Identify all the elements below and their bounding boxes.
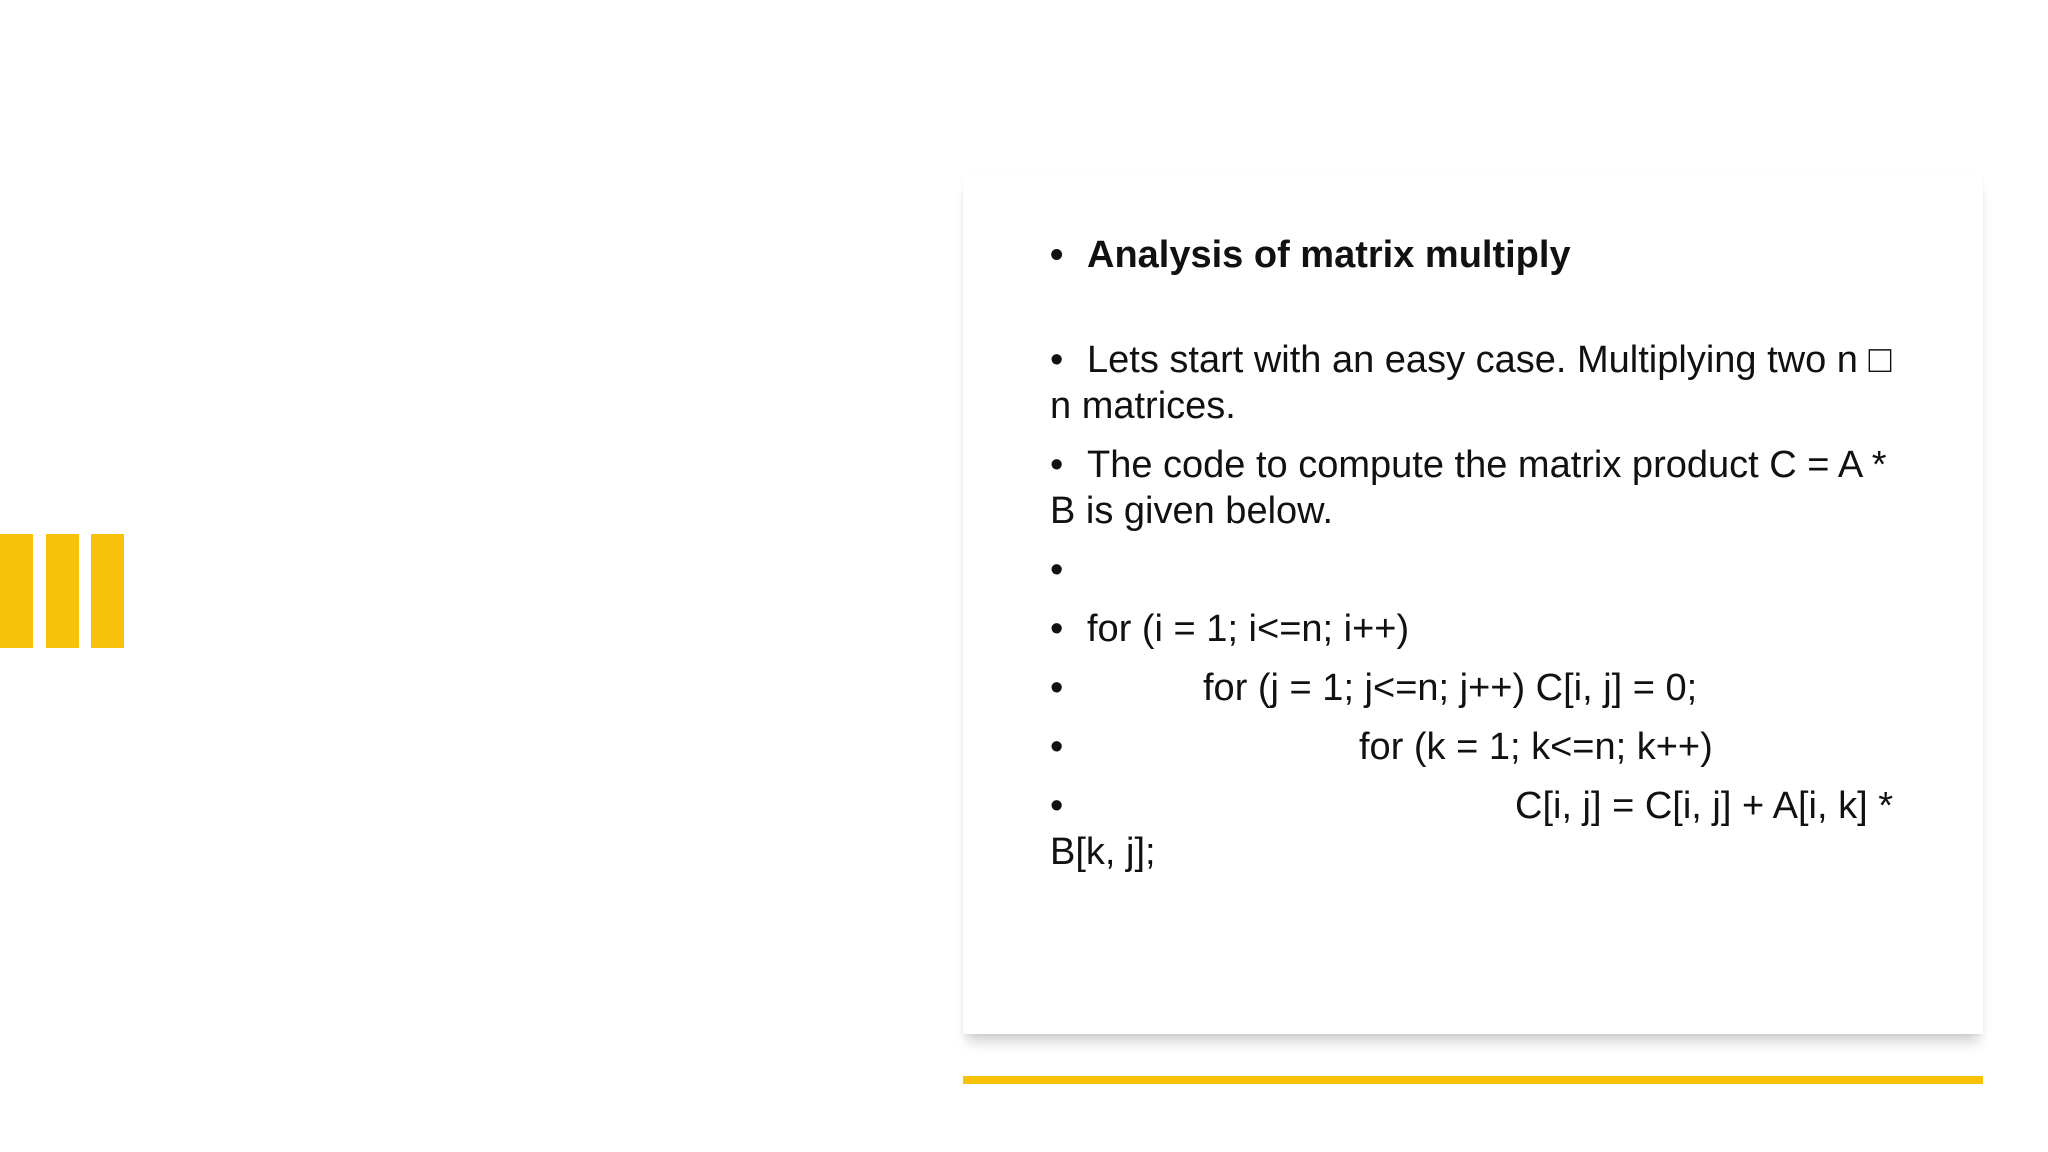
- code-line-middle-loop: [1050, 665, 1910, 711]
- accent-bar-3: [91, 534, 124, 648]
- bullet-item-easy-case: [1050, 337, 1910, 429]
- bullet-text: Lets start with an easy case. Multiplying two n □ n matrices.: [1050, 339, 1902, 427]
- code-line-body: [1050, 783, 1910, 875]
- bullet-icon: •: [1050, 234, 1064, 276]
- bullet-icon: •: [1050, 444, 1064, 486]
- code-text: C[i, j] = C[i, j] + A[i, k] * B[k, j];: [1050, 785, 1904, 873]
- bullet-icon: •: [1050, 608, 1064, 650]
- code-text: for (j = 1; j<=n; j++) C[i, j] = 0;: [1203, 667, 1698, 709]
- heading-text: Analysis of matrix multiply: [1087, 234, 1571, 276]
- slide-content: [1050, 232, 1910, 888]
- code-text: for (k = 1; k<=n; k++): [1359, 726, 1713, 768]
- bullet-icon: •: [1050, 785, 1064, 827]
- code-line-inner-loop: [1050, 724, 1910, 770]
- bullet-icon: •: [1050, 726, 1064, 768]
- accent-bar-2: [46, 534, 79, 648]
- bullet-item-empty: [1050, 547, 1910, 593]
- accent-underline: [963, 1076, 1983, 1084]
- bullet-text: The code to compute the matrix product C = A * B is given below.: [1050, 444, 1898, 532]
- bullet-icon: •: [1050, 549, 1064, 591]
- bullet-icon: •: [1050, 339, 1064, 381]
- slide-heading: [1050, 232, 1910, 278]
- bullet-item-code-intro: [1050, 442, 1910, 534]
- code-text: for (i = 1; i<=n; i++): [1087, 608, 1410, 650]
- code-line-outer-loop: [1050, 606, 1910, 652]
- accent-bar-1: [0, 534, 33, 648]
- bullet-icon: •: [1050, 667, 1064, 709]
